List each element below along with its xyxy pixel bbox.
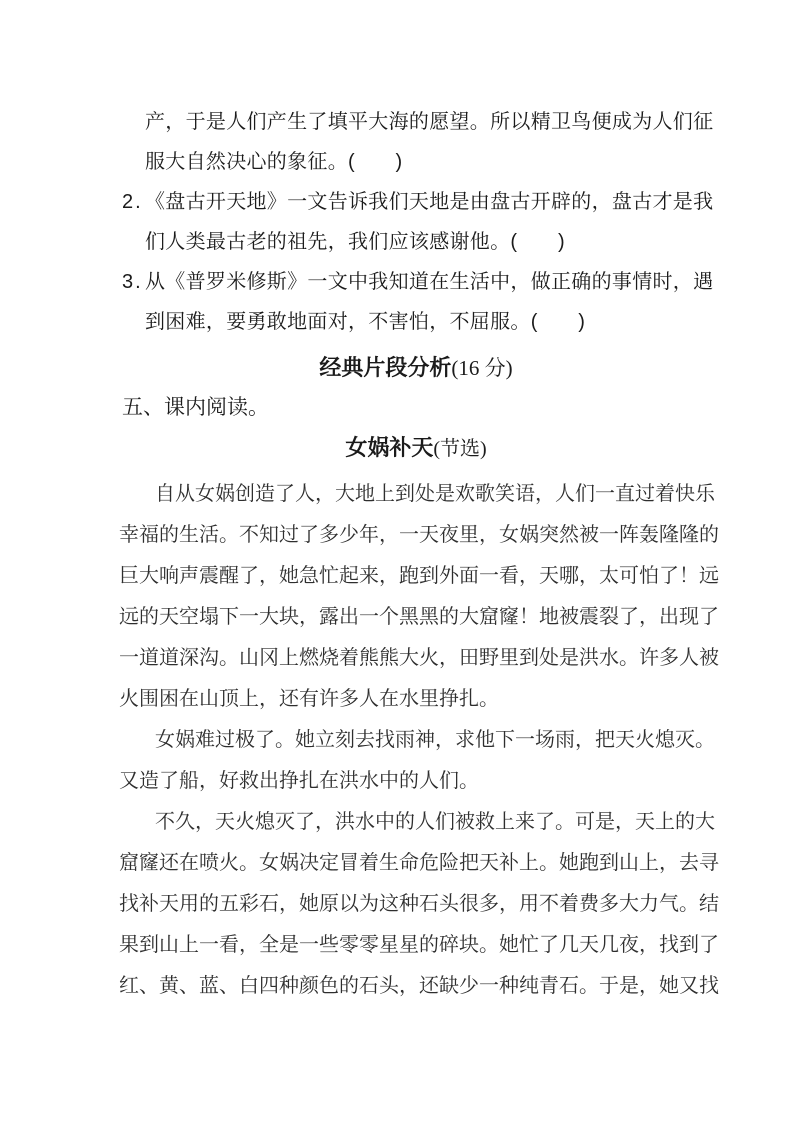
- passage-line: 又造了船，好救出挣扎在洪水中的人们。: [119, 770, 479, 792]
- question-line: [122, 182, 713, 222]
- question-text: 从《普罗米修斯》一文中我知道在生活中，做正确的事情时，遇: [145, 271, 714, 293]
- passage-line: 不久，天火熄灭了，洪水中的人们被救上来了。可是，天上的大: [155, 811, 715, 833]
- subsection-title: 五、课内阅读。: [122, 396, 269, 419]
- section-heading-score: (16 分): [451, 356, 513, 380]
- passage-line: 火围困在山顶上，还有许多人在水里挣扎。: [119, 688, 499, 710]
- passage-body: [119, 474, 719, 1007]
- passage-line: 巨大响声震醒了，她急忙起来，跑到外面一看，天哪，太可怕了！远: [119, 565, 719, 587]
- passage-line: 幸福的生活。不知过了多少年，一天夜里，女娲突然被一阵轰隆隆的: [119, 524, 719, 546]
- question-text: 《盘古开天地》一文告诉我们天地是由盘古开辟的，盘古才是我: [145, 191, 714, 213]
- question-line: [122, 262, 713, 302]
- question-item-2: [122, 182, 713, 262]
- question-line-with-answer-blank: 到困难，要勇敢地面对，不害怕，不屈服。( ): [145, 311, 586, 333]
- passage-title-main: 女娲补天: [345, 435, 434, 460]
- passage-line: 果到山上一看，全是一些零零星星的碎块。她忙了几天几夜，找到了: [119, 934, 719, 956]
- judgement-question-list: [122, 102, 713, 342]
- question-item-1: [122, 102, 713, 182]
- section-heading: [119, 348, 713, 388]
- question-item-3: [122, 262, 713, 342]
- passage-line: 找补天用的五彩石，她原以为这种石头很多，用不着费多大力气。结: [119, 893, 719, 915]
- question-number: 2.: [122, 191, 143, 213]
- passage-line: 女娲难过极了。她立刻去找雨神，求他下一场雨，把天火熄灭。: [155, 729, 715, 751]
- passage-line: 红、黄、蓝、白四种颜色的石头，还缺少一种纯青石。于是，她又找: [119, 975, 719, 997]
- question-line-with-answer-blank: 们人类最古老的祖先，我们应该感谢他。( ): [145, 231, 565, 253]
- section-heading-title: 经典片段分析: [319, 355, 452, 380]
- question-line-with-answer-blank: 服大自然决心的象征。( ): [145, 151, 403, 173]
- question-number: 3.: [122, 271, 143, 293]
- passage-line: 一道道深沟。山冈上燃烧着熊熊大火，田野里到处是洪水。许多人被: [119, 647, 719, 669]
- passage-line: 远的天空塌下一大块，露出一个黑黑的大窟窿！地被震裂了，出现了: [119, 606, 719, 628]
- passage-line: 自从女娲创造了人，大地上到处是欢歌笑语，人们一直过着快乐: [155, 483, 715, 505]
- passage-title: [119, 428, 713, 468]
- passage-title-note: (节选): [433, 438, 487, 460]
- passage-line: 窟窿还在喷火。女娲决定冒着生命危险把天补上。她跑到山上，去寻: [119, 852, 719, 874]
- question-line: 产，于是人们产生了填平大海的愿望。所以精卫鸟便成为人们征: [145, 111, 714, 133]
